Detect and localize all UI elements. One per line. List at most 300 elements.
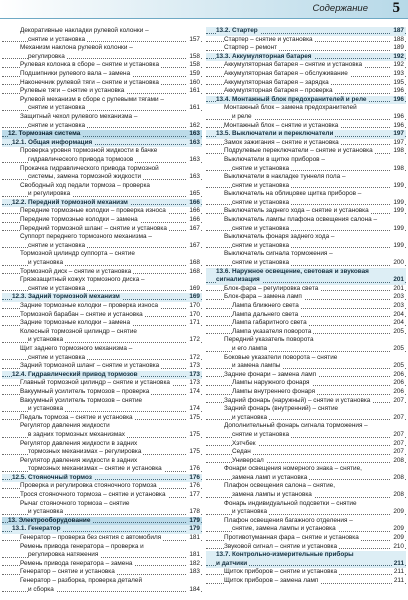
toc-entry — [206, 448, 406, 457]
toc-entry — [206, 388, 406, 397]
toc-entry-text: Выключатели в щитке приборов – — [224, 155, 325, 163]
toc-page-number: 160 — [189, 78, 200, 86]
toc-entry — [206, 345, 406, 354]
toc-entry-text: Вакуумный усилитель тормозов – проверка — [20, 387, 150, 395]
toc-page-number: 209 — [393, 534, 404, 542]
toc-entry-text: в задних тормозных механизмах — [28, 430, 125, 438]
toc-page-number: 166 — [189, 198, 200, 206]
toc-entry-text: Передний указатель поворота — [224, 336, 314, 344]
toc-page-number: 157 — [189, 35, 200, 43]
toc-entry — [2, 61, 202, 70]
toc-page-number: 182 — [189, 559, 200, 567]
toc-entry — [2, 233, 202, 242]
toc-page-number: 171 — [189, 319, 200, 327]
toc-entry — [206, 311, 406, 320]
toc-entry — [206, 517, 406, 526]
toc-entry — [2, 328, 202, 337]
toc-entry-text: Регулятор давления жидкости — [20, 422, 110, 430]
toc-entry-text: 13.6. Наружное освещение, световая и звуковая — [216, 267, 369, 275]
toc-entry — [2, 508, 202, 517]
toc-page-number: 210 — [393, 542, 404, 550]
toc-entry-text: Плафон освещения салона – снятие, — [224, 482, 335, 490]
toc-section-heading — [206, 96, 406, 105]
toc-entry — [2, 354, 202, 363]
toc-entry — [2, 268, 202, 277]
toc-page-number: 162 — [189, 121, 200, 129]
toc-entry — [206, 362, 406, 371]
toc-entry-text: 13.7. Контрольно-измерительные приборы — [216, 551, 354, 559]
toc-page-number: 176 — [189, 465, 200, 473]
toc-page-number: 197 — [393, 130, 404, 138]
toc-entry-text: снятие и установка — [28, 35, 86, 43]
toc-entry-text: снятие и установка — [28, 104, 86, 112]
toc-page-number: 207 — [393, 448, 404, 456]
toc-page-number: 172 — [189, 353, 200, 361]
toc-entry-text: 13.1. Генератор — [12, 525, 61, 533]
toc-entry — [206, 122, 406, 131]
toc-entry-text: Задний фонарь (наружный) – снятие и установка — [224, 396, 371, 404]
toc-page-number: 197 — [393, 138, 404, 146]
toc-entry — [2, 414, 202, 423]
toc-page-number: 179 — [189, 516, 200, 524]
toc-page-number: 166 — [189, 207, 200, 215]
toc-page-number: 161 — [189, 104, 200, 112]
toc-entry-text: Задние тормозные колодки – проверка износа — [20, 302, 159, 309]
toc-entry-text: Педаль тормоза – снятие и установка — [20, 413, 133, 421]
toc-page-number: 174 — [189, 405, 200, 413]
toc-entry — [206, 190, 406, 199]
toc-entry — [2, 225, 202, 234]
toc-entry-text: 13.5. Выключатели и переключатели — [216, 130, 334, 138]
toc-entry-text: Рулевые тяги – снятие и установка — [20, 87, 125, 95]
toc-page-number: 199 — [393, 207, 404, 215]
toc-entry — [206, 79, 406, 88]
toc-entry-text: Трося стояночного тормоза – снятие и установка — [20, 491, 166, 499]
toc-page-number: 170 — [189, 302, 200, 309]
toc-page-number: 169 — [189, 284, 200, 292]
toc-entry-text: регулировка — [28, 52, 65, 60]
toc-entry — [2, 534, 202, 543]
toc-entry-text: Лампа указателя поворота — [232, 327, 312, 335]
toc-entry — [2, 165, 202, 174]
toc-page-number: 201 — [393, 284, 404, 292]
toc-section-heading — [206, 560, 406, 569]
toc-entry — [206, 319, 406, 328]
toc-page-number: 183 — [189, 568, 200, 576]
toc-page-number: 199 — [393, 181, 404, 189]
toc-entry-text: Противотуманная фара – снятие и установка — [224, 534, 359, 542]
toc-entry — [206, 336, 406, 345]
toc-entry-text: Щиток приборов – снятие и установка — [224, 568, 338, 576]
toc-entry-text: Задний фонарь (внутренний) – снятие — [224, 405, 339, 413]
toc-entry-text: Подрулевые переключатели – снятие и установка — [224, 147, 373, 155]
toc-entry — [206, 525, 406, 534]
page-header — [0, 0, 408, 19]
toc-entry — [206, 250, 406, 259]
toc-entry — [206, 61, 406, 70]
toc-page-number: 173 — [189, 379, 200, 387]
toc-entry-text: и датчики — [216, 559, 248, 567]
toc-entry — [2, 259, 202, 268]
toc-entry — [206, 182, 406, 191]
toc-entry — [2, 431, 202, 440]
toc-section-heading — [2, 293, 202, 302]
toc-entry-text: Передние тормозные колодки – замена — [20, 216, 138, 224]
toc-page-number: 175 — [189, 448, 200, 456]
toc-entry-text: Рулевой механизм в сборе с рулевыми тягами – — [20, 95, 164, 103]
toc-column-right — [206, 27, 406, 597]
toc-entry — [2, 113, 202, 122]
toc-entry — [2, 319, 202, 328]
toc-entry-text: Лампы наружного фонаря — [232, 379, 310, 387]
toc-page-number: 203 — [393, 302, 404, 309]
toc-page-number: 211 — [393, 568, 404, 576]
toc-section-heading — [2, 139, 202, 148]
page-number: 5 — [392, 0, 400, 16]
toc-section-heading — [206, 551, 406, 560]
toc-entry-text: Седан — [232, 448, 251, 456]
toc-entry — [2, 457, 202, 466]
toc-entry-text: замена лампы и установка — [232, 491, 312, 499]
toc-column-left — [2, 27, 202, 597]
toc-entry-text: Генератор – снятие и установка — [20, 568, 115, 576]
toc-entry-text: Дополнительный фонарь сигнала торможения – — [224, 422, 368, 430]
toc-entry-text: Монтажный блок – замена предохранителей — [224, 104, 357, 112]
toc-entry — [2, 336, 202, 345]
toc-page-number: 187 — [393, 27, 404, 34]
toc-page-number: 166 — [189, 216, 200, 224]
toc-page-number: 204 — [393, 319, 404, 327]
toc-entry — [2, 207, 202, 216]
toc-entry-text: Замок зажигания – снятие и установка — [224, 138, 339, 146]
toc-entry — [206, 422, 406, 431]
toc-page-number: 176 — [189, 482, 200, 490]
toc-entry-text: и установка — [28, 259, 64, 267]
toc-entry-text: системы, замена тормозной жидкости — [28, 173, 142, 181]
toc-entry-text: Свободный ход педали тормоза – проверка — [20, 181, 150, 189]
toc-entry-text: Фонари освещения номерного знака – снятие, — [224, 465, 362, 473]
toc-entry — [206, 156, 406, 165]
toc-entry-text: регулировка натяжения — [28, 551, 99, 559]
toc-page-number: 200 — [393, 259, 404, 267]
toc-page-number: 199 — [393, 198, 404, 206]
toc-page-number: 206 — [393, 370, 404, 378]
toc-entry-text: Аккумуляторная батарея – проверка — [224, 87, 333, 95]
toc-entry-text: Стартер – снятие и установка — [224, 35, 313, 43]
toc-page-number: 201 — [393, 276, 404, 284]
toc-entry-text: сигнализация — [216, 276, 260, 284]
toc-entry — [2, 156, 202, 165]
toc-entry — [2, 87, 202, 96]
toc-page-number: 177 — [189, 491, 200, 499]
toc-page-number: 199 — [393, 224, 404, 232]
toc-entry — [206, 577, 406, 586]
toc-entry — [2, 104, 202, 113]
toc-page-number: 168 — [189, 267, 200, 275]
toc-entry — [2, 362, 202, 371]
toc-page-number: 192 — [393, 52, 404, 60]
toc-entry-text: Выключатель фонаря заднего хода – — [224, 233, 335, 241]
toc-entry-text: тормозных механизмах – регулировка — [28, 448, 142, 456]
toc-page-number: 208 — [393, 473, 404, 481]
toc-page-number: 175 — [189, 413, 200, 421]
toc-entry — [2, 465, 202, 474]
toc-entry-text: Стартер – ремонт — [224, 44, 278, 52]
toc-entry — [206, 259, 406, 268]
toc-page-number: 211 — [393, 559, 404, 567]
toc-page-number: 172 — [189, 336, 200, 344]
toc-page-number: 209 — [393, 525, 404, 533]
toc-entry-text: и сборка — [28, 585, 54, 593]
toc-entry-text: тормозных механизмах – снятие и установка — [28, 465, 162, 473]
toc-page-number: 158 — [189, 52, 200, 60]
toc-entry-text: снятие и установка — [232, 430, 290, 438]
toc-entry-text: Тормозной диск – снятие и установка — [20, 267, 132, 275]
toc-page-number: 196 — [393, 95, 404, 103]
toc-page-number: 206 — [393, 387, 404, 395]
toc-entry-text: и установка — [28, 336, 64, 344]
toc-entry-text: гидравлического привода тормозов — [28, 155, 134, 163]
toc-page-number: 184 — [189, 585, 200, 593]
toc-page-number: 158 — [189, 61, 200, 69]
toc-entry — [206, 207, 406, 216]
toc-entry — [2, 345, 202, 354]
toc-section-heading — [206, 276, 406, 285]
toc-entry-text: Звуковой сигнал – снятие и установка — [224, 542, 338, 550]
toc-entry — [2, 388, 202, 397]
toc-entry-text: Генератор – проверка без снятия с автомобиля — [20, 534, 162, 542]
toc-entry-text: Выключатель заднего хода – снятие и установка — [224, 207, 369, 215]
toc-entry — [2, 216, 202, 225]
toc-entry-text: Ремень привода генератора – замена — [20, 559, 133, 567]
toc-entry-text: снятие и установка — [232, 181, 290, 189]
toc-page-number: 181 — [189, 534, 200, 542]
toc-section-heading — [206, 268, 406, 277]
toc-entry — [206, 397, 406, 406]
toc-page-number: 170 — [189, 310, 200, 318]
toc-page-number: 181 — [189, 551, 200, 559]
toc-entry — [2, 53, 202, 62]
toc-entry-text: Защитный чехол рулевого механизма – — [20, 112, 138, 120]
toc-page-number: 196 — [393, 112, 404, 120]
toc-entry-text: 12. Тормозная система — [8, 130, 81, 138]
toc-page-number: 211 — [393, 577, 404, 584]
toc-entry-text: 12.3. Задний тормозной механизм — [12, 293, 120, 301]
toc-entry-text: Выключатель лампы плафона освещения салона – — [224, 216, 378, 224]
toc-page-number: 188 — [393, 35, 404, 43]
toc-page-number: 192 — [393, 61, 404, 69]
toc-entry — [2, 44, 202, 53]
toc-entry — [2, 122, 202, 131]
toc-entry — [206, 354, 406, 363]
toc-page-number: 205 — [393, 362, 404, 370]
toc-entry — [206, 508, 406, 517]
toc-entry-text: Суппорт переднего тормозного механизма – — [20, 233, 152, 241]
toc-page-number: 163 — [189, 130, 200, 138]
toc-entry — [206, 568, 406, 577]
toc-entry — [2, 147, 202, 156]
toc-entry — [2, 586, 202, 595]
toc-entry-text: Плафон освещения багажного отделения – — [224, 516, 353, 524]
toc-entry-text: и установка — [232, 413, 268, 421]
toc-entry — [2, 173, 202, 182]
toc-entry-text: 13.2. Стартер — [216, 27, 258, 34]
toc-entry-text: снятие и установка — [28, 353, 86, 361]
toc-entry-text: Главный тормозной цилиндр – снятие и установка — [20, 379, 170, 387]
toc-entry — [2, 440, 202, 449]
toc-entry — [206, 500, 406, 509]
toc-entry — [206, 165, 406, 174]
toc-entry-text: снятие и установка — [232, 198, 290, 206]
toc-entry — [2, 422, 202, 431]
toc-entry-text: Хэтчбек — [232, 439, 256, 447]
toc-entry — [206, 431, 406, 440]
toc-entry-text: Тормозной цилиндр суппорта – снятие — [20, 250, 135, 258]
toc-entry-text: Выключатели в накладке туннеля пола – — [224, 173, 346, 181]
toc-section-heading — [206, 27, 406, 36]
toc-page-number: 167 — [189, 241, 200, 249]
toc-entry — [2, 36, 202, 45]
toc-page-number: 193 — [393, 69, 404, 77]
toc-page-number: 163 — [189, 138, 200, 146]
toc-entry — [206, 225, 406, 234]
toc-entry — [2, 568, 202, 577]
toc-entry-text: Ремень привода генератора – проверка и — [20, 542, 144, 550]
toc-entry-text: и его лампа — [232, 344, 268, 352]
toc-entry-text: Наконечник рулевой тяги – снятие и установка — [20, 78, 159, 86]
toc-entry — [2, 250, 202, 259]
toc-entry — [2, 405, 202, 414]
toc-entry — [206, 405, 406, 414]
toc-entry — [2, 242, 202, 251]
toc-entry — [206, 44, 406, 53]
toc-entry — [206, 457, 406, 466]
toc-entry-text: Аккумуляторная батарея – снятие и установка — [224, 61, 363, 69]
toc-section-heading — [2, 130, 202, 139]
toc-page-number: 169 — [189, 293, 200, 301]
toc-entry-text: Боковые указатели поворота – снятие — [224, 353, 338, 361]
toc-entry-text: Лампа габаритного света — [232, 319, 307, 327]
toc-entry-text: Тормозной барабан – снятие и установка — [20, 310, 143, 318]
toc-entry-text: снятие и установка — [232, 164, 290, 172]
toc-page-number: 207 — [393, 439, 404, 447]
toc-entry — [206, 285, 406, 294]
toc-entry-text: Выключатель на облицовке щитка приборов – — [224, 190, 362, 198]
toc-entry — [2, 276, 202, 285]
toc-entry-text: снятие и установка — [28, 284, 86, 292]
toc-page-number: 167 — [189, 224, 200, 232]
toc-entry-text: снятие и установка — [232, 241, 290, 249]
toc-page-number: 179 — [189, 525, 200, 533]
toc-entry-text: Колесный тормозной цилиндр – снятие — [20, 327, 137, 335]
toc-entry-text: Монтажный блок – снятие и установка — [224, 121, 339, 129]
toc-entry-text: Вакуумный усилитель тормозов – снятие — [20, 396, 143, 404]
toc-entry — [206, 147, 406, 156]
toc-entry-text: снятие и установка — [232, 224, 290, 232]
toc-page-number: 207 — [393, 430, 404, 438]
toc-entry-text: Декоративные накладки рулевой колонки – — [20, 27, 149, 34]
toc-entry — [206, 242, 406, 251]
toc-page-number: 207 — [393, 413, 404, 421]
toc-entry-text: снятие и установка — [28, 121, 86, 129]
toc-entry-text: Генератор – разборка, проверка деталей — [20, 577, 143, 584]
toc-entry — [2, 311, 202, 320]
toc-page-number: 174 — [189, 387, 200, 395]
toc-entry-text: снятие и установка — [232, 259, 290, 267]
toc-entry-text: и установка — [28, 405, 64, 413]
toc-entry-text: Задний тормозной шланг – снятие и установка — [20, 362, 160, 370]
toc-entry-text: Блок-фара – регулировка света — [224, 284, 319, 292]
toc-section-heading — [2, 199, 202, 208]
toc-entry-text: 12.2. Передний тормозной механизм — [12, 198, 128, 206]
toc-entry — [2, 96, 202, 105]
toc-entry — [206, 36, 406, 45]
toc-entry-text: Универсал — [232, 456, 264, 464]
toc-entry — [206, 302, 406, 311]
toc-entry — [206, 482, 406, 491]
toc-page-number: 161 — [189, 87, 200, 95]
toc-entry — [206, 440, 406, 449]
toc-page-number: 207 — [393, 396, 404, 404]
toc-page-number: 173 — [189, 370, 200, 378]
toc-entry — [2, 560, 202, 569]
toc-entry-text: снятие и установка — [28, 241, 86, 249]
toc-entry-text: снятие, замена лампы и установка — [232, 525, 336, 533]
toc-page-number: 199 — [393, 241, 404, 249]
toc-page-number: 175 — [189, 430, 200, 438]
toc-entry — [206, 328, 406, 337]
toc-entry — [206, 491, 406, 500]
toc-entry — [206, 216, 406, 225]
toc-page-number: 203 — [393, 293, 404, 301]
toc-entry — [2, 70, 202, 79]
toc-page-number: 205 — [393, 344, 404, 352]
toc-entry-text: Фонарь индивидуальной подсветки – снятие — [224, 499, 357, 507]
toc-entry — [2, 190, 202, 199]
toc-entry-text: и установка — [28, 508, 64, 516]
toc-entry-text: Рычаг стояночного тормоза – снятие — [20, 499, 130, 507]
toc-entry — [2, 482, 202, 491]
toc-entry — [2, 577, 202, 586]
toc-entry-text: Передний тормозной шланг – снятие и установка — [20, 224, 167, 232]
toc-entry-text: 12.4. Гидравлический привод тормозов — [12, 370, 138, 378]
toc-entry — [2, 302, 202, 311]
toc-entry-text: Рулевая колонка в сборе – снятие и установка — [20, 61, 159, 69]
toc-entry-text: 13. Электрооборудование — [8, 516, 91, 524]
toc-page-number: 204 — [393, 310, 404, 318]
toc-page-number: 178 — [189, 508, 200, 516]
toc-entry-text: 12.1. Общая информация — [12, 138, 93, 146]
toc-entry — [2, 397, 202, 406]
toc-entry — [2, 448, 202, 457]
toc-page-number: 198 — [393, 164, 404, 172]
toc-entry-text: 12.5. Стояночный тормоз — [12, 473, 92, 481]
toc-entry-text: Регулятор давления жидкости в задних — [20, 439, 138, 447]
toc-entry-text: и регулировка — [28, 190, 71, 198]
toc-section-heading — [206, 130, 406, 139]
toc-section-heading — [2, 474, 202, 483]
toc-entry — [2, 27, 202, 36]
toc-entry — [206, 173, 406, 182]
toc-page-number: 159 — [189, 69, 200, 77]
toc-entry-text: и установка — [232, 508, 268, 516]
toc-entry-text: Выключатель сигнала торможения – — [224, 250, 333, 258]
toc-entry — [206, 70, 406, 79]
toc-entry — [206, 371, 406, 380]
toc-entry-text: Задние тормозные колодки – замена — [20, 319, 131, 327]
toc-entry-text: Механизм наклона рулевой колонки – — [20, 44, 133, 52]
toc-entry-text: Аккумуляторная батарея – зарядка — [224, 78, 329, 86]
